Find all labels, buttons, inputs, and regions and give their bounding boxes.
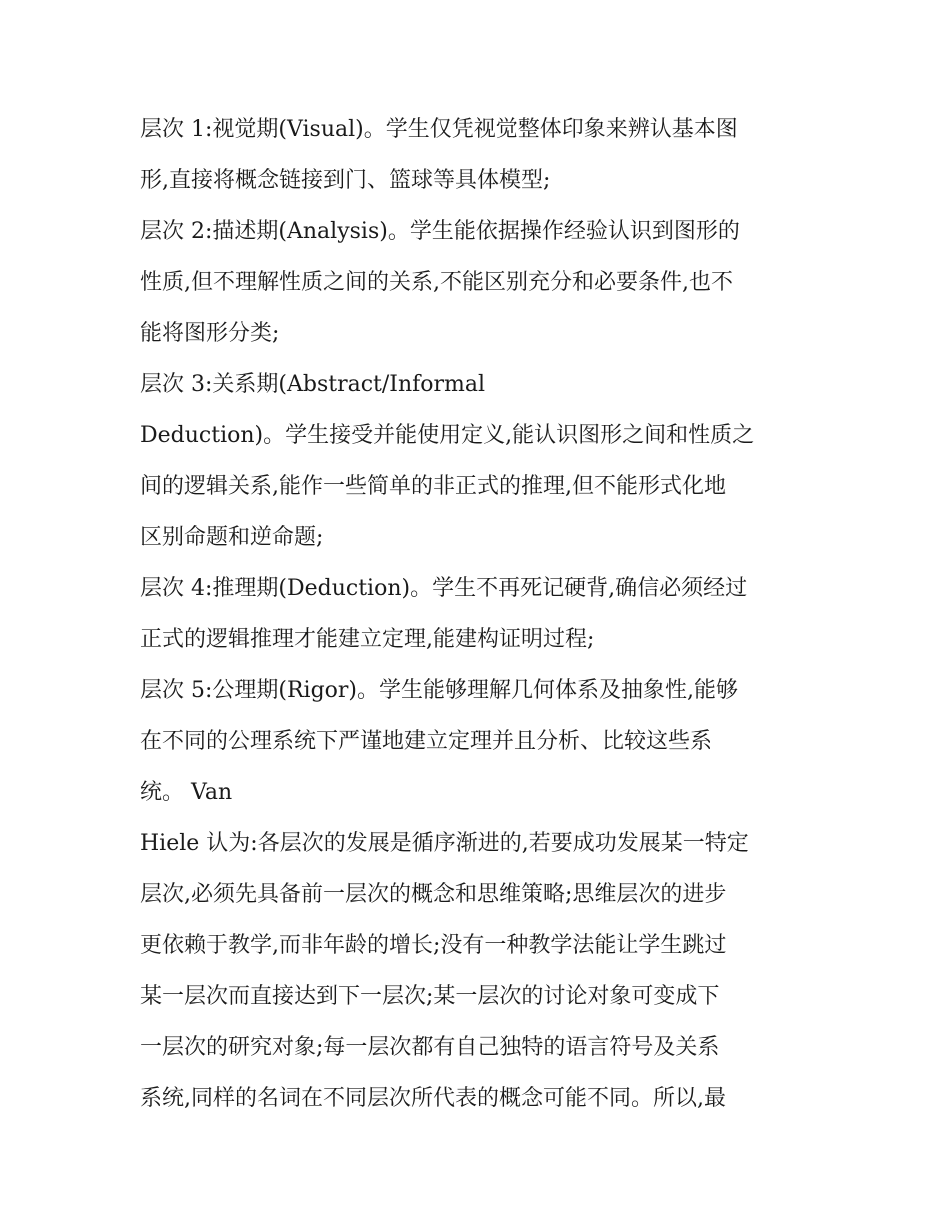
text-line: 层次 5:公理期(Rigor)。学生能够理解几何体系及抽象性,能够 <box>140 678 739 703</box>
text-line: 层次 4:推理期(Deduction)。学生不再死记硬背,确信必须经过 <box>140 576 748 601</box>
text-line: 一层次的研究对象;每一层次都有自己独特的语言符号及关系 <box>140 1035 720 1060</box>
text-line: 层次 2:描述期(Analysis)。学生能依据操作经验认识到图形的 <box>140 219 740 244</box>
body-text <box>140 104 820 1124</box>
text-line: 层次 1:视觉期(Visual)。学生仅凭视觉整体印象来辨认基本图 <box>140 117 738 142</box>
text-line: 性质,但不理解性质之间的关系,不能区别充分和必要条件,也不 <box>140 270 733 295</box>
text-line: Deduction)。学生接受并能使用定义,能认识图形之间和性质之 <box>140 423 755 448</box>
text-line: 统。 Van <box>140 780 233 805</box>
text-line: 某一层次而直接达到下一层次;某一层次的讨论对象可变成下 <box>140 984 720 1009</box>
text-line: Hiele 认为:各层次的发展是循序渐进的,若要成功发展某一特定 <box>140 831 749 856</box>
text-line: 层次,必须先具备前一层次的概念和思维策略;思维层次的进步 <box>140 882 727 907</box>
text-line: 正式的逻辑推理才能建立定理,能建构证明过程; <box>140 627 595 652</box>
text-line: 更依赖于教学,而非年龄的增长;没有一种教学法能让学生跳过 <box>140 933 727 958</box>
text-line: 区别命题和逆命题; <box>140 525 324 550</box>
text-line: 形,直接将概念链接到门、篮球等具体模型; <box>140 168 551 193</box>
text-line: 在不同的公理系统下严谨地建立定理并且分析、比较这些系 <box>140 729 713 754</box>
text-line: 能将图形分类; <box>140 321 280 346</box>
text-line: 系统,同样的名词在不同层次所代表的概念可能不同。所以,最 <box>140 1086 726 1111</box>
text-line: 层次 3:关系期(Abstract/Informal <box>140 372 486 397</box>
text-line: 间的逻辑关系,能作一些简单的非正式的推理,但不能形式化地 <box>140 474 726 499</box>
